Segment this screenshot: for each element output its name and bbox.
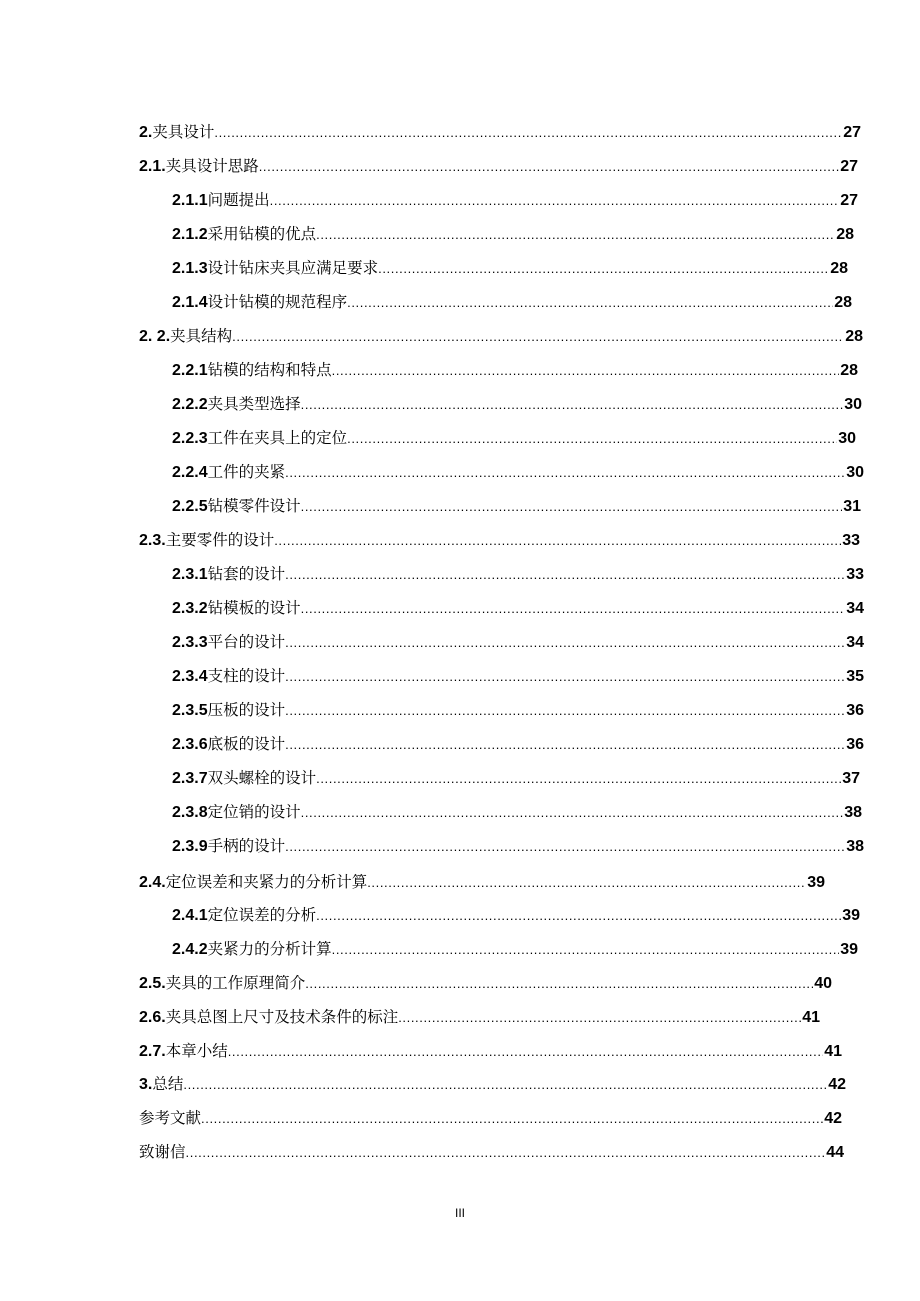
dot-leader	[183, 1072, 827, 1098]
toc-entry-number: 2.6.	[139, 1009, 166, 1026]
toc-entry-number: 2.1.1	[172, 192, 208, 209]
dot-leader	[367, 870, 806, 896]
dot-leader	[232, 324, 844, 350]
toc-entry[interactable]	[172, 561, 864, 587]
dot-leader	[316, 222, 835, 248]
toc-entry[interactable]	[172, 629, 864, 655]
dot-leader	[285, 630, 845, 656]
toc-entry-number: 2.3.7	[172, 770, 208, 787]
toc-entry-number: 3.	[139, 1076, 153, 1093]
toc-entry-number: 2.4.2	[172, 941, 208, 958]
dot-leader	[285, 664, 845, 690]
toc-entry[interactable]	[172, 731, 864, 757]
toc-entry-title: 夹具的工作原理简介	[165, 974, 306, 992]
toc-entry-page: 41	[824, 1043, 842, 1060]
toc-entry-title: 夹紧力的分析计算	[207, 940, 332, 958]
toc-entry-number: 2.2.3	[172, 430, 208, 447]
toc-entry-page: 34	[846, 600, 864, 617]
toc-entry-number: 2.1.	[139, 158, 166, 175]
toc-entry-number: 2.3.9	[172, 838, 208, 855]
toc-entry-title: 手柄的设计	[207, 837, 286, 855]
dot-leader	[285, 562, 845, 588]
dot-leader	[332, 937, 840, 963]
toc-entry-title: 钻模板的设计	[207, 599, 301, 617]
toc-entry-page: 28	[836, 226, 854, 243]
toc-entry-number: 2.3.6	[172, 736, 208, 753]
toc-entry-page: 27	[840, 192, 858, 209]
dot-leader	[301, 596, 846, 622]
toc-entry[interactable]	[172, 595, 864, 621]
toc-entry-page: 36	[846, 702, 864, 719]
toc-entry[interactable]	[139, 323, 863, 349]
dot-leader	[332, 358, 840, 384]
toc-entry[interactable]	[139, 153, 858, 179]
toc-entry-number: 2.3.5	[172, 702, 208, 719]
toc-entry[interactable]	[172, 663, 864, 689]
toc-entry-title: 钻模的结构和特点	[207, 361, 332, 379]
toc-entry-title: 采用钻模的优点	[207, 225, 317, 243]
toc-entry-number: 2.4.1	[172, 907, 208, 924]
toc-entry[interactable]	[139, 1105, 842, 1131]
toc-entry[interactable]	[172, 357, 858, 383]
toc-entry-title: 夹具设计	[152, 123, 215, 141]
toc-entry-number: 2.3.1	[172, 566, 208, 583]
toc-entry-page: 30	[844, 396, 862, 413]
dot-leader	[347, 290, 833, 316]
dot-leader	[274, 528, 841, 554]
toc-entry[interactable]	[172, 902, 860, 928]
dot-leader	[285, 732, 845, 758]
toc-entry-title: 支柱的设计	[207, 667, 286, 685]
toc-entry[interactable]	[139, 527, 860, 553]
toc-entry-number: 2.2.1	[172, 362, 208, 379]
toc-entry-number: 2.7.	[139, 1043, 166, 1060]
toc-entry-page: 38	[846, 838, 864, 855]
toc-entry-title: 定位销的设计	[207, 803, 301, 821]
toc-entry-title: 工件在夹具上的定位	[207, 429, 348, 447]
toc-entry[interactable]	[139, 1038, 842, 1064]
toc-entry-page: 40	[814, 975, 832, 992]
toc-entry-number: 2.	[139, 124, 153, 141]
toc-entry-number: 2.3.4	[172, 668, 208, 685]
dot-leader	[259, 154, 840, 180]
toc-entry-page: 35	[846, 668, 864, 685]
dot-leader	[186, 1140, 826, 1166]
toc-entry-title: 定位误差的分析	[207, 906, 317, 924]
toc-entry-title: 本章小结	[165, 1042, 228, 1060]
toc-entry-title: 夹具设计思路	[165, 157, 259, 175]
toc-entry[interactable]	[139, 1004, 820, 1030]
toc-entry-title: 平台的设计	[207, 633, 286, 651]
toc-entry-page: 44	[826, 1144, 844, 1161]
toc-entry-page: 39	[842, 907, 860, 924]
toc-entry-number: 2.2.5	[172, 498, 208, 515]
toc-entry-number: 2.2.2	[172, 396, 208, 413]
toc-entry-number: 2.3.8	[172, 804, 208, 821]
toc-entry[interactable]	[172, 221, 854, 247]
dot-leader	[270, 188, 840, 214]
toc-entry-page: 41	[802, 1009, 820, 1026]
toc-entry-page: 37	[842, 770, 860, 787]
dot-leader	[305, 971, 813, 997]
toc-entry-title: 夹具类型选择	[207, 395, 301, 413]
toc-entry-page: 42	[828, 1076, 846, 1093]
toc-entry-number: 2.4.	[139, 874, 166, 891]
toc-entry-page: 33	[842, 532, 860, 549]
toc-entry[interactable]	[172, 187, 858, 213]
dot-leader	[301, 392, 844, 418]
dot-leader	[285, 460, 845, 486]
dot-leader	[301, 494, 843, 520]
toc-entry[interactable]	[172, 936, 858, 962]
toc-entry-title: 夹具总图上尺寸及技术条件的标注	[165, 1008, 399, 1026]
toc-entry-title: 总结	[152, 1075, 184, 1093]
toc-entry[interactable]	[139, 1139, 844, 1165]
toc-entry[interactable]	[172, 799, 862, 825]
dot-leader	[214, 120, 842, 146]
toc-entry[interactable]	[139, 119, 861, 145]
toc-entry[interactable]	[172, 493, 861, 519]
toc-entry-title: 工件的夹紧	[207, 463, 286, 481]
dot-leader	[347, 426, 837, 452]
dot-leader	[228, 1039, 824, 1065]
toc-entry-page: 36	[846, 736, 864, 753]
toc-entry-title: 夹具结构	[170, 327, 233, 345]
toc-entry-number: 2.1.3	[172, 260, 208, 277]
toc-entry[interactable]	[139, 869, 825, 895]
toc-entry-page: 39	[807, 874, 825, 891]
toc-entry[interactable]	[172, 459, 864, 485]
toc-entry-page: 27	[843, 124, 861, 141]
toc-entry[interactable]	[172, 697, 864, 723]
toc-entry-page: 30	[846, 464, 864, 481]
toc-entry[interactable]	[172, 255, 848, 281]
toc-entry-number: 2.3.2	[172, 600, 208, 617]
page-number-footer: III	[454, 1206, 465, 1220]
dot-leader	[285, 834, 845, 860]
dot-leader	[398, 1005, 801, 1031]
toc-entry[interactable]	[172, 765, 860, 791]
dot-leader	[285, 698, 845, 724]
toc-entry-title: 底板的设计	[207, 735, 286, 753]
toc-entry-title: 钻模零件设计	[207, 497, 301, 515]
toc-entry-page: 34	[846, 634, 864, 651]
toc-entry-page: 28	[845, 328, 863, 345]
toc-entry-page: 28	[830, 260, 848, 277]
toc-entry-number: 2.5.	[139, 975, 166, 992]
toc-entry-title: 问题提出	[207, 191, 270, 209]
toc-entry-page: 33	[846, 566, 864, 583]
toc-entry-page: 42	[824, 1110, 842, 1127]
toc-entry[interactable]	[139, 970, 832, 996]
toc-entry-number: 2.3.3	[172, 634, 208, 651]
dot-leader	[316, 766, 841, 792]
toc-entry-title: 钻套的设计	[207, 565, 286, 583]
dot-leader	[378, 256, 829, 282]
toc-entry[interactable]	[172, 833, 864, 859]
toc-entry-page: 28	[834, 294, 852, 311]
toc-entry-number: 2. 2.	[139, 328, 171, 345]
toc-entry-number: 2.2.4	[172, 464, 208, 481]
toc-entry-title: 定位误差和夹紧力的分析计算	[165, 873, 368, 891]
toc-entry-title: 设计钻床夹具应满足要求	[207, 259, 379, 277]
toc-entry-title: 致谢信	[139, 1143, 186, 1161]
toc-entry-title: 参考文献	[139, 1109, 202, 1127]
toc-entry-title: 设计钻模的规范程序	[207, 293, 348, 311]
toc-entry-page: 27	[840, 158, 858, 175]
dot-leader	[316, 903, 841, 929]
dot-leader	[201, 1106, 823, 1132]
toc-entry-page: 38	[844, 804, 862, 821]
toc-entry-page: 28	[840, 362, 858, 379]
toc-entry[interactable]	[172, 391, 862, 417]
toc-entry[interactable]	[172, 289, 852, 315]
toc-entry-number: 2.3.	[139, 532, 166, 549]
toc-entry-title: 主要零件的设计	[165, 531, 275, 549]
toc-entry-number: 2.1.4	[172, 294, 208, 311]
toc-entry-page: 39	[840, 941, 858, 958]
toc-entry[interactable]	[172, 425, 856, 451]
dot-leader	[301, 800, 844, 826]
toc-entry-page: 31	[843, 498, 861, 515]
toc-entry-title: 压板的设计	[207, 701, 286, 719]
toc-entry[interactable]	[139, 1071, 846, 1097]
toc-entry-page: 30	[838, 430, 856, 447]
toc-entry-number: 2.1.2	[172, 226, 208, 243]
toc-entry-title: 双头螺栓的设计	[207, 769, 317, 787]
